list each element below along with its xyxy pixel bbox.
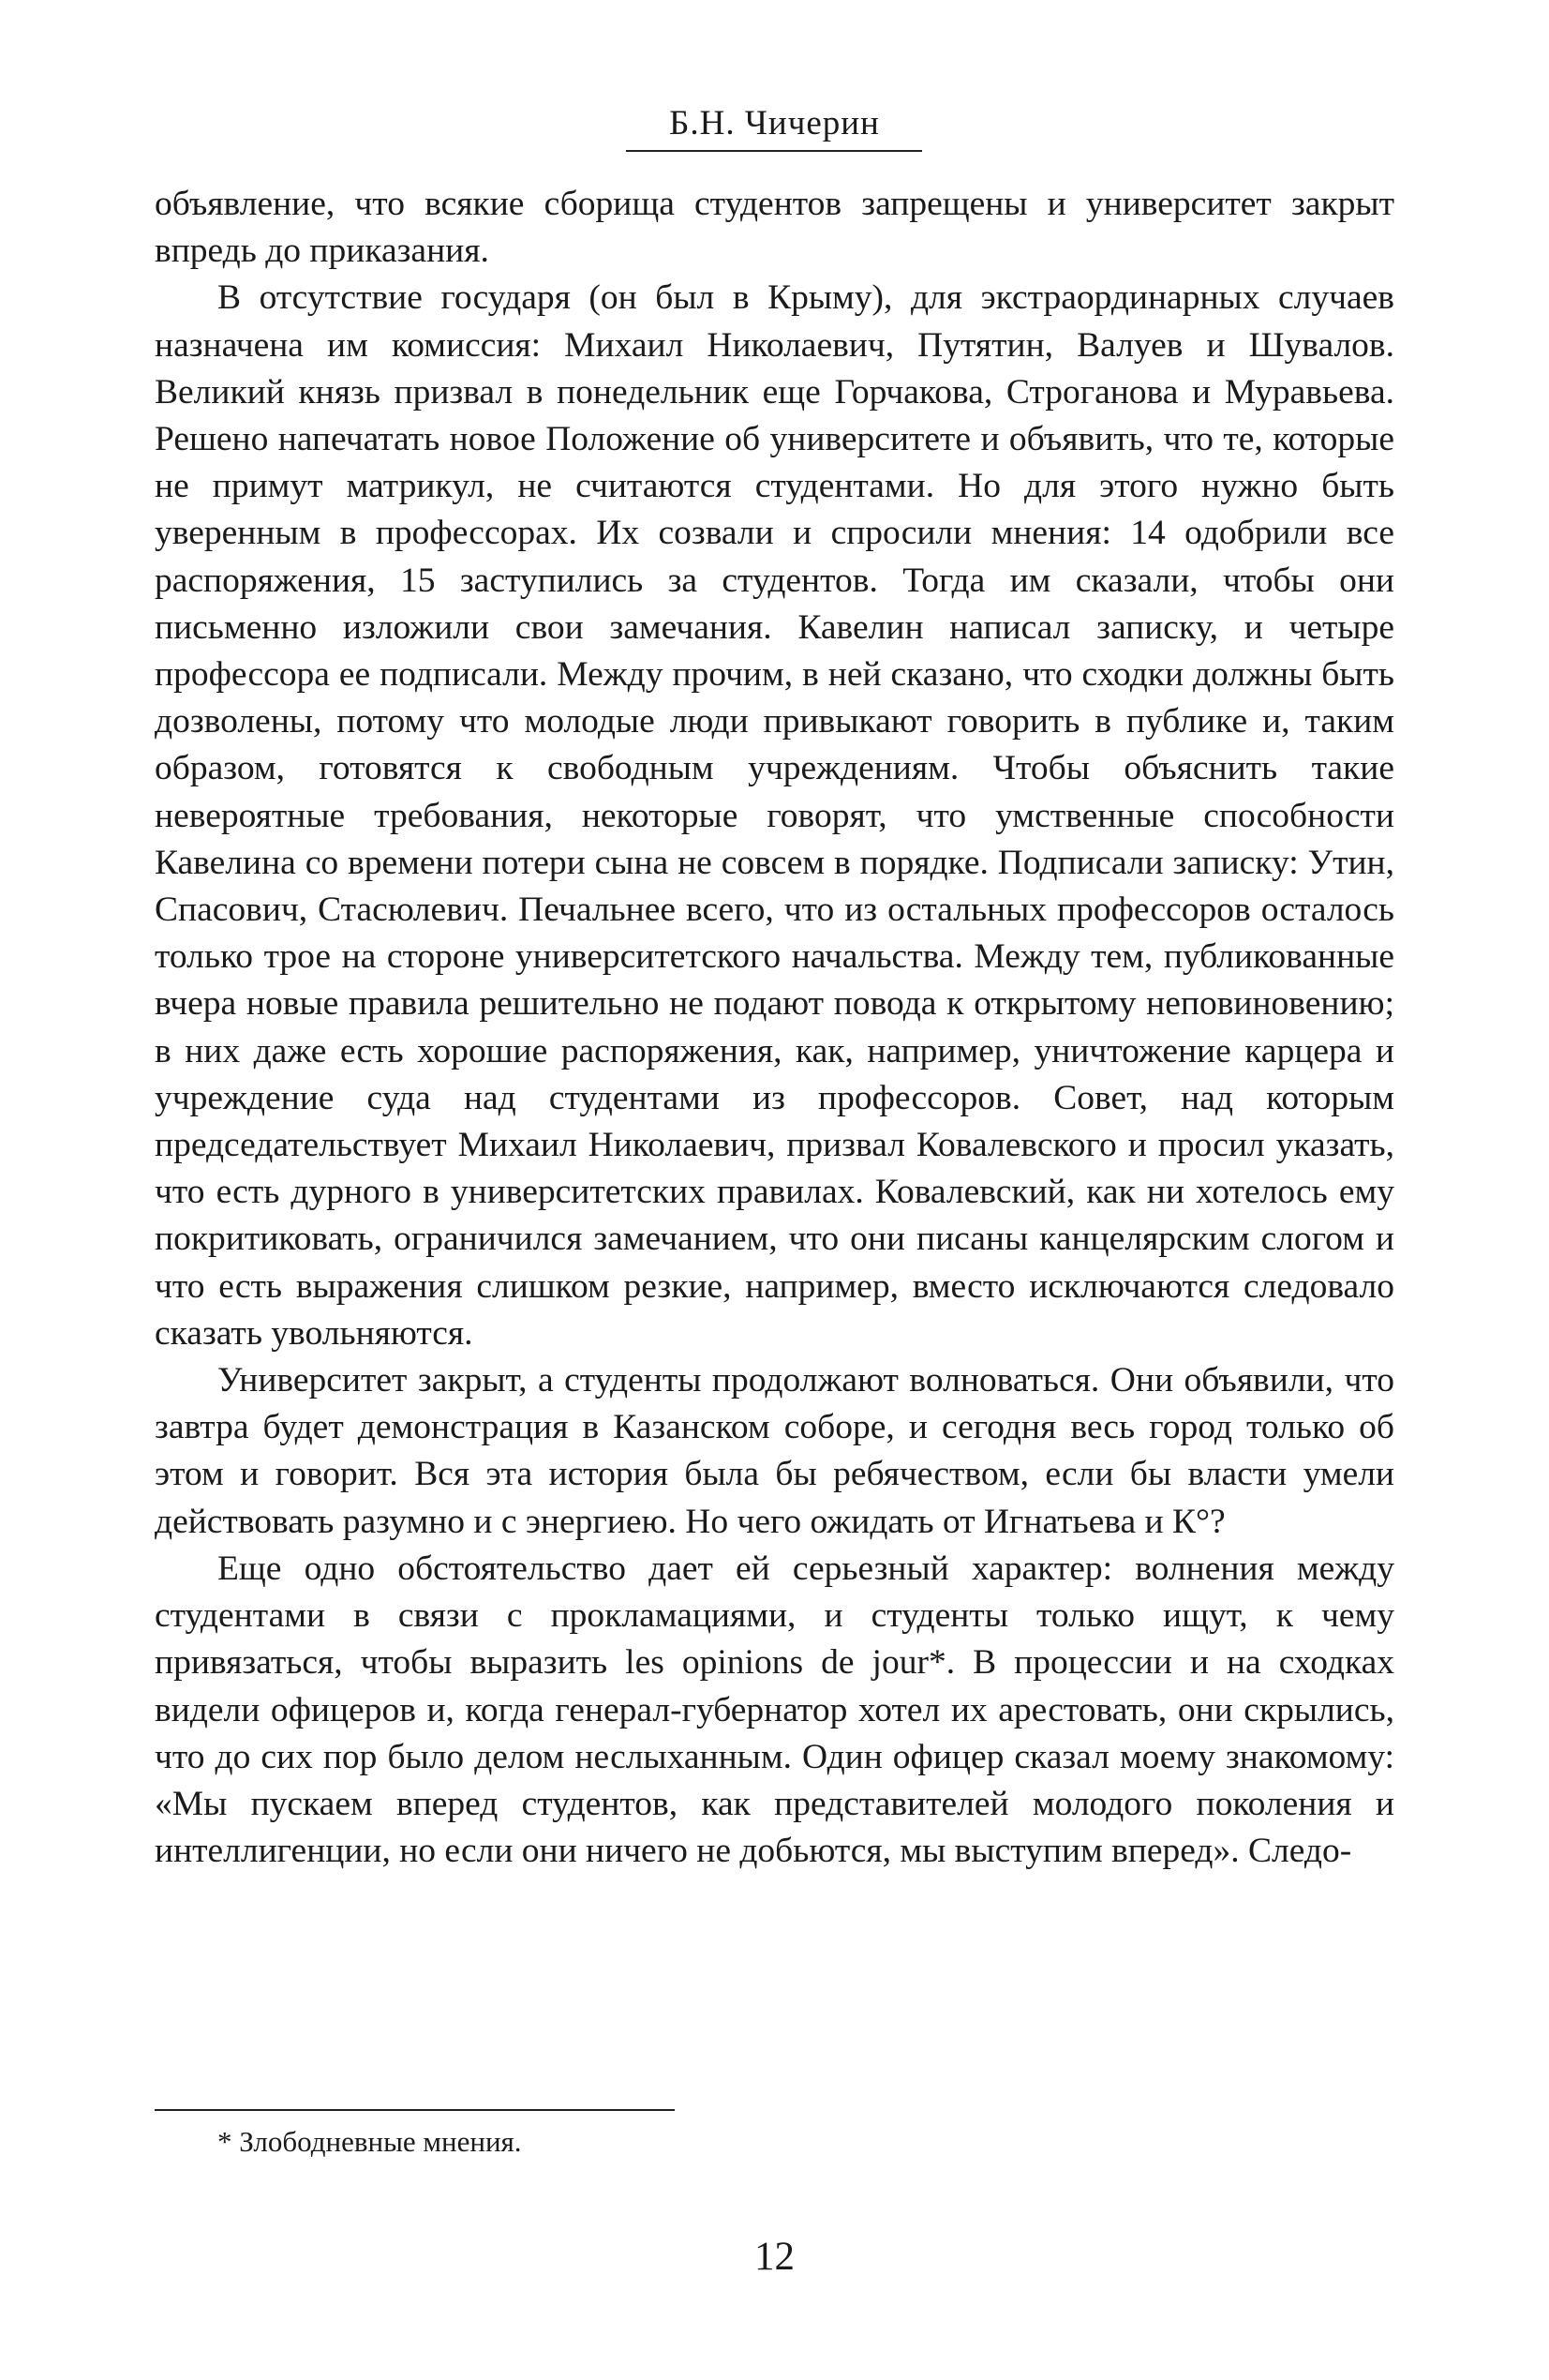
body-text (155, 181, 1394, 1875)
footnote-rule (155, 2109, 675, 2111)
paragraph: Еще одно обстоятельство дает ей серьезный характер: волнения между студентами в связи с прокламациями, и студенты только ищут, к чему привязаться, чтобы выразить les opinions de jour*. В процессии и на сходках видели офицеров и, когда генерал-губернатор хотел их арестовать, они скрылись, что до сих пор было делом неслыханным. Один офицер сказал моему знакомому: «Мы пускаем вперед студентов, как представителей молодого поколения и интеллигенции, но если они ничего не добьются, мы выступим вперед». Следо- (155, 1549, 1394, 1871)
page-number: 12 (754, 2235, 795, 2279)
paragraph-continuation: объявление, что всякие сборища студентов запрещены и университет закрыт впредь до приказания. (155, 185, 1394, 271)
footnote: * Злободневные мнения. (217, 2125, 522, 2158)
paragraph: В отсутствие государя (он был в Крыму), для экстраординарных случаев назначена им комиссия: Михаил Николаевич, Путятин, Валуев и Шувалов. Великий князь призвал в понедельник еще Горчакова, Строганова и Муравьева. Решено напечатать новое Положение об университете и объявить, что те, которые не примут матрикул, не считаются студентами. Но для этого нужно быть уверенным в профессорах. Их созвали и спросили мнения: 14 одобрили все распоряжения, 15 заступились за студентов. Тогда им сказали, чтобы они письменно изложили свои замечания. Кавелин написал записку, и четыре профессора ее подписали. Между прочим, в ней сказано, что сходки должны быть дозволены, потому что молодые люди привыкают говорить в публике и, таким образом, готовятся к свободным учреждениям. Чтобы объяснить такие невероятные требования, некоторые говорят, что умственные способности Кавелина со времени потери сына не совсем в порядке. Подписали записку: Утин, Спасович, Стасюлевич. Печальнее всего, что из остальных профессоров осталось только трое на стороне университетского начальства. Между тем, публикованные вчера новые правила решительно не подают повода к открытому неповиновению; в них даже есть хорошие распоряжения, как, например, уничтожение карцера и учреждение суда над студентами из профессоров. Совет, над которым председательствует Михаил Николаевич, призвал Ковалевского и просил указать, что есть дурного в университетских правилах. Ковалевский, как ни хотелось ему покритиковать, ограничился замечанием, что они писаны канцелярским слогом и что есть выражения слишком резкие, например, вместо исключаются следовало сказать увольняются. (155, 278, 1394, 1353)
paragraph: Университет закрыт, а студенты продолжают волноваться. Они объявили, что завтра будет демонстрация в Казанском соборе, и сегодня весь город только об этом и говорит. Вся эта история была бы ребячеством, если бы власти умели действовать разумно и с энергиею. Но чего ожидать от Игнатьева и К°? (155, 1361, 1394, 1541)
running-title: Б.Н. Чичерин (669, 104, 880, 142)
header-rule (626, 150, 922, 152)
